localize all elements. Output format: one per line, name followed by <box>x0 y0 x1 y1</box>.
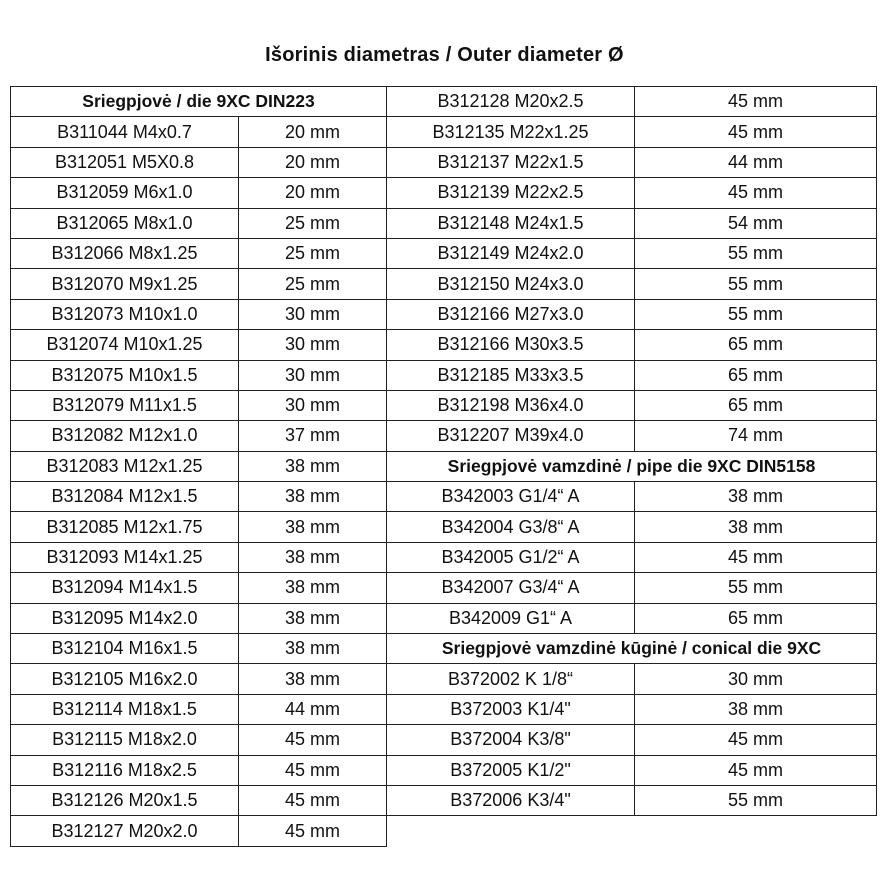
product-code-cell: B312073 M10x1.0 <box>11 299 239 329</box>
product-code-cell: B312085 M12x1.75 <box>11 512 239 542</box>
outer-diameter-cell: 38 mm <box>239 451 387 481</box>
product-code-cell: B342004 G3/8“ A <box>387 512 635 542</box>
outer-diameter-cell: 20 mm <box>239 147 387 177</box>
table-row <box>11 421 387 451</box>
table-row <box>387 269 877 299</box>
table-row <box>11 785 387 815</box>
product-code-cell: B342009 G1“ A <box>387 603 635 633</box>
outer-diameter-cell: 30 mm <box>239 299 387 329</box>
table-row <box>11 694 387 724</box>
product-code-cell: B312079 M11x1.5 <box>11 390 239 420</box>
outer-diameter-cell: 45 mm <box>635 117 877 147</box>
outer-diameter-cell: 55 mm <box>635 238 877 268</box>
outer-diameter-cell: 45 mm <box>239 725 387 755</box>
product-code-cell: B312093 M14x1.25 <box>11 542 239 572</box>
table-row <box>11 542 387 572</box>
page-title: Išorinis diametras / Outer diameter Ø <box>265 44 624 66</box>
table-row <box>11 573 387 603</box>
table-row <box>387 725 877 755</box>
outer-diameter-cell: 45 mm <box>239 816 387 846</box>
table-row <box>11 512 387 542</box>
outer-diameter-cell: 55 mm <box>635 299 877 329</box>
outer-diameter-cell: 38 mm <box>635 694 877 724</box>
outer-diameter-cell: 25 mm <box>239 269 387 299</box>
table-row <box>387 390 877 420</box>
outer-diameter-cell: 38 mm <box>635 482 877 512</box>
product-code-cell: B312105 M16x2.0 <box>11 664 239 694</box>
product-code-cell: B342007 G3/4“ A <box>387 573 635 603</box>
table-row <box>387 482 877 512</box>
product-code-cell: B312084 M12x1.5 <box>11 482 239 512</box>
outer-diameter-cell: 45 mm <box>635 178 877 208</box>
right-table-body <box>387 87 877 816</box>
product-code-cell: B372005 K1/2" <box>387 755 635 785</box>
table-row <box>387 238 877 268</box>
table-row <box>387 694 877 724</box>
outer-diameter-cell: 38 mm <box>239 512 387 542</box>
outer-diameter-cell: 65 mm <box>635 360 877 390</box>
table-header-row <box>11 87 387 117</box>
product-code-cell: B312126 M20x1.5 <box>11 785 239 815</box>
outer-diameter-cell: 65 mm <box>635 330 877 360</box>
product-code-cell: B312149 M24x2.0 <box>387 238 635 268</box>
product-code-cell: B372002 K 1/8“ <box>387 664 635 694</box>
product-code-cell: B312116 M18x2.5 <box>11 755 239 785</box>
table-row <box>11 117 387 147</box>
outer-diameter-cell: 55 mm <box>635 269 877 299</box>
table-row <box>11 360 387 390</box>
outer-diameter-cell: 54 mm <box>635 208 877 238</box>
outer-diameter-cell: 65 mm <box>635 603 877 633</box>
product-code-cell: B312207 M39x4.0 <box>387 421 635 451</box>
product-code-cell: B312070 M9x1.25 <box>11 269 239 299</box>
table-header-row <box>387 634 877 664</box>
product-code-cell: B312166 M30x3.5 <box>387 330 635 360</box>
outer-diameter-cell: 45 mm <box>635 542 877 572</box>
table-row <box>387 330 877 360</box>
outer-diameter-cell: 45 mm <box>239 755 387 785</box>
product-code-cell: B312137 M22x1.5 <box>387 147 635 177</box>
product-code-cell: B372003 K1/4" <box>387 694 635 724</box>
left-size-table <box>10 86 387 847</box>
table-row <box>387 299 877 329</box>
table-row <box>387 360 877 390</box>
left-table-body <box>11 87 387 847</box>
product-code-cell: B312135 M22x1.25 <box>387 117 635 147</box>
outer-diameter-cell: 30 mm <box>635 664 877 694</box>
table-row <box>11 238 387 268</box>
conical-die-header: Sriegpjovė vamzdinė kūginė / conical die 9XC <box>387 634 877 664</box>
table-row <box>11 299 387 329</box>
table-row <box>11 482 387 512</box>
product-code-cell: B312094 M14x1.5 <box>11 573 239 603</box>
product-code-cell: B372006 K3/4" <box>387 785 635 815</box>
outer-diameter-cell: 45 mm <box>239 785 387 815</box>
table-header-row <box>387 451 877 481</box>
table-row <box>11 178 387 208</box>
outer-diameter-cell: 25 mm <box>239 238 387 268</box>
table-row <box>387 512 877 542</box>
table-row <box>387 147 877 177</box>
product-code-cell: B312082 M12x1.0 <box>11 421 239 451</box>
outer-diameter-cell: 37 mm <box>239 421 387 451</box>
outer-diameter-cell: 38 mm <box>239 634 387 664</box>
outer-diameter-cell: 38 mm <box>239 542 387 572</box>
outer-diameter-cell: 38 mm <box>635 512 877 542</box>
outer-diameter-cell: 65 mm <box>635 390 877 420</box>
outer-diameter-cell: 38 mm <box>239 573 387 603</box>
outer-diameter-cell: 30 mm <box>239 360 387 390</box>
table-row <box>387 603 877 633</box>
outer-diameter-cell: 38 mm <box>239 482 387 512</box>
table-row <box>387 542 877 572</box>
outer-diameter-cell: 45 mm <box>635 755 877 785</box>
table-row <box>11 816 387 846</box>
product-code-cell: B312148 M24x1.5 <box>387 208 635 238</box>
outer-diameter-cell: 38 mm <box>239 603 387 633</box>
product-code-cell: B312066 M8x1.25 <box>11 238 239 268</box>
product-code-cell: B312074 M10x1.25 <box>11 330 239 360</box>
table-row <box>387 664 877 694</box>
product-code-cell: B311044 M4x0.7 <box>11 117 239 147</box>
product-code-cell: B342005 G1/2“ A <box>387 542 635 572</box>
product-code-cell: B312114 M18x1.5 <box>11 694 239 724</box>
table-row <box>387 117 877 147</box>
table-row <box>11 269 387 299</box>
table-row <box>387 785 877 815</box>
die-din223-header: Sriegpjovė / die 9XC DIN223 <box>11 87 387 117</box>
table-row <box>11 390 387 420</box>
outer-diameter-cell: 55 mm <box>635 573 877 603</box>
outer-diameter-cell: 30 mm <box>239 390 387 420</box>
product-code-cell: B312128 M20x2.5 <box>387 87 635 117</box>
table-row <box>11 208 387 238</box>
product-code-cell: B312075 M10x1.5 <box>11 360 239 390</box>
product-code-cell: B312127 M20x2.0 <box>11 816 239 846</box>
table-row <box>11 664 387 694</box>
product-code-cell: B312166 M27x3.0 <box>387 299 635 329</box>
table-row <box>11 147 387 177</box>
product-code-cell: B312051 M5X0.8 <box>11 147 239 177</box>
product-code-cell: B312198 M36x4.0 <box>387 390 635 420</box>
outer-diameter-cell: 44 mm <box>635 147 877 177</box>
pipe-die-header: Sriegpjovė vamzdinė / pipe die 9XC DIN5158 <box>387 451 877 481</box>
outer-diameter-cell: 44 mm <box>239 694 387 724</box>
outer-diameter-cell: 74 mm <box>635 421 877 451</box>
product-code-cell: B312104 M16x1.5 <box>11 634 239 664</box>
outer-diameter-cell: 38 mm <box>239 664 387 694</box>
table-row <box>11 330 387 360</box>
table-row <box>11 725 387 755</box>
outer-diameter-cell: 20 mm <box>239 178 387 208</box>
table-row <box>11 634 387 664</box>
right-size-table <box>386 86 877 816</box>
outer-diameter-cell: 30 mm <box>239 330 387 360</box>
outer-diameter-cell: 55 mm <box>635 785 877 815</box>
table-row <box>387 755 877 785</box>
product-code-cell: B312139 M22x2.5 <box>387 178 635 208</box>
product-code-cell: B372004 K3/8" <box>387 725 635 755</box>
product-code-cell: B342003 G1/4“ A <box>387 482 635 512</box>
product-code-cell: B312059 M6x1.0 <box>11 178 239 208</box>
table-row <box>387 87 877 117</box>
outer-diameter-cell: 45 mm <box>635 87 877 117</box>
product-code-cell: B312185 M33x3.5 <box>387 360 635 390</box>
table-row <box>387 421 877 451</box>
outer-diameter-cell: 25 mm <box>239 208 387 238</box>
table-row <box>387 208 877 238</box>
table-row <box>387 178 877 208</box>
product-code-cell: B312065 M8x1.0 <box>11 208 239 238</box>
product-code-cell: B312083 M12x1.25 <box>11 451 239 481</box>
table-row <box>11 603 387 633</box>
table-row <box>11 451 387 481</box>
product-code-cell: B312150 M24x3.0 <box>387 269 635 299</box>
table-row <box>387 573 877 603</box>
outer-diameter-cell: 20 mm <box>239 117 387 147</box>
table-row <box>11 755 387 785</box>
product-code-cell: B312095 M14x2.0 <box>11 603 239 633</box>
product-code-cell: B312115 M18x2.0 <box>11 725 239 755</box>
outer-diameter-cell: 45 mm <box>635 725 877 755</box>
